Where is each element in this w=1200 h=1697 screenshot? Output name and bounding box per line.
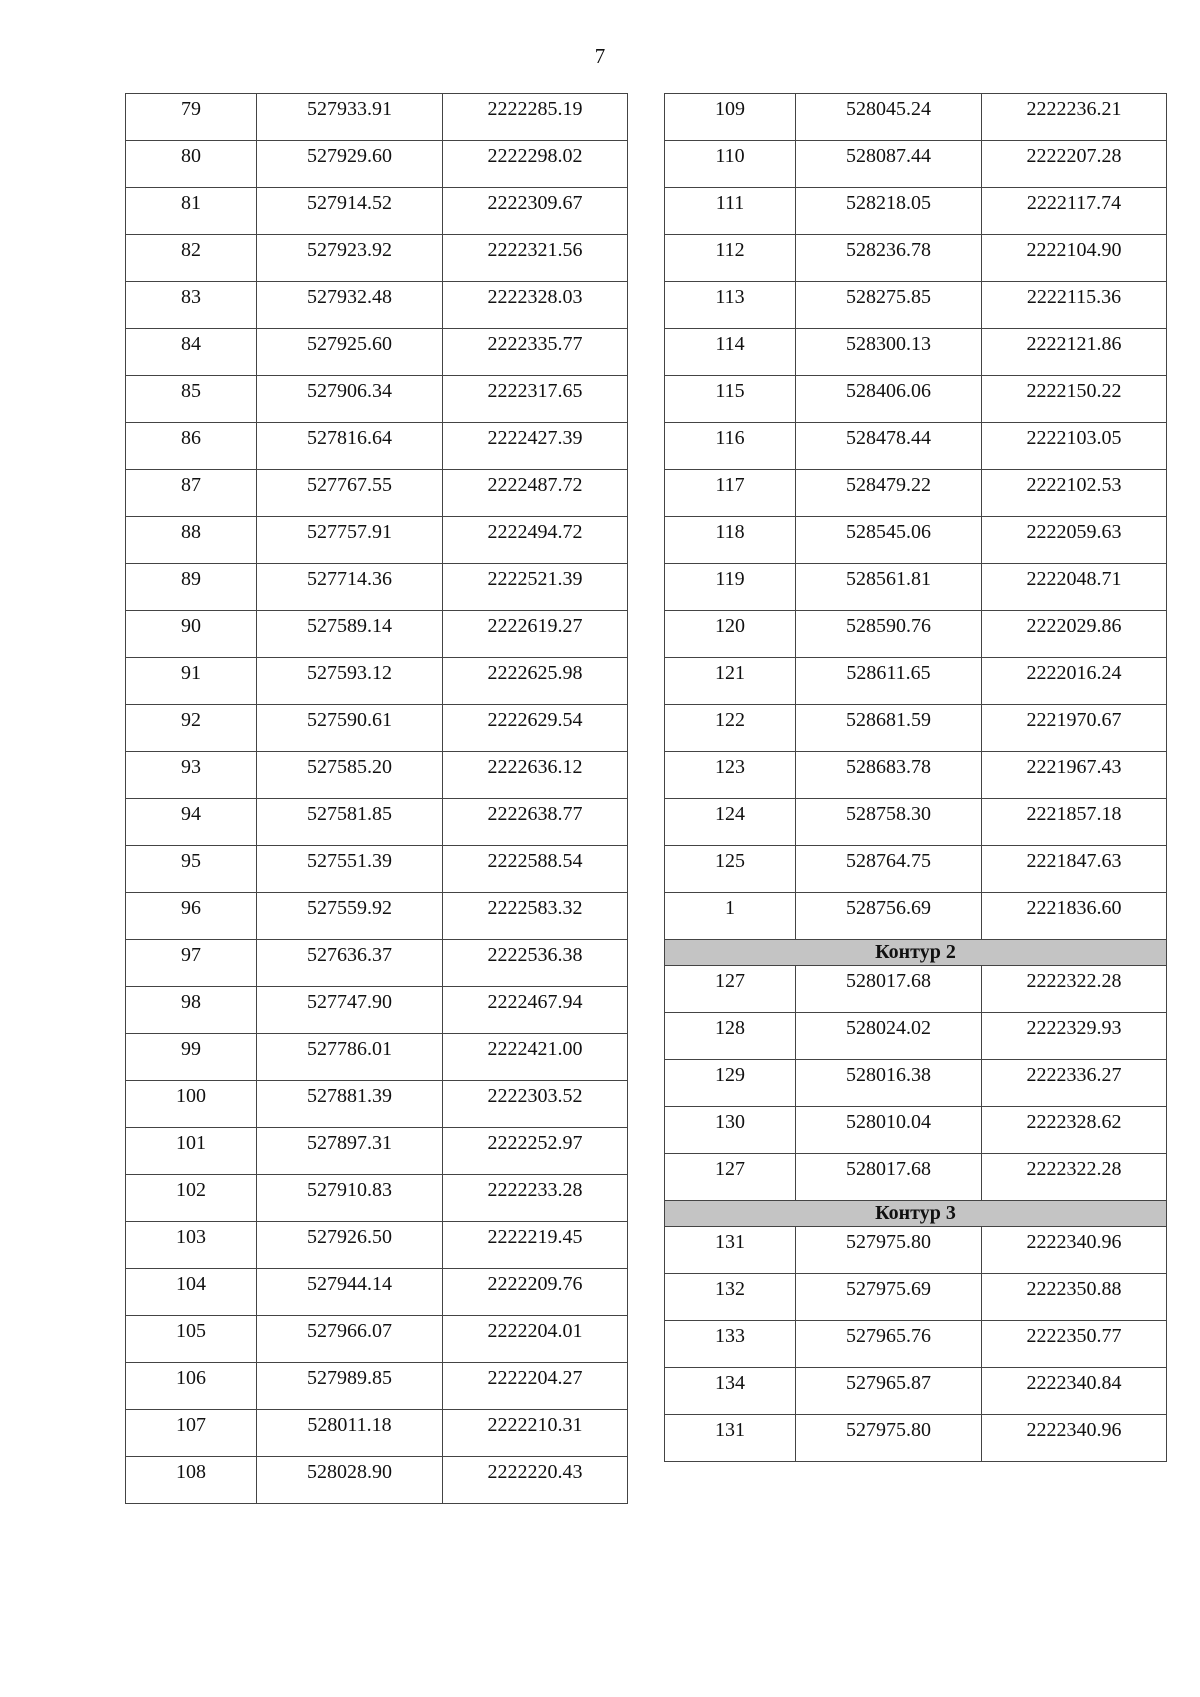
y-coordinate-cell: 2222329.93 — [982, 1013, 1167, 1060]
y-coordinate-cell: 2222322.28 — [982, 966, 1167, 1013]
y-coordinate-cell: 2221970.67 — [982, 705, 1167, 752]
x-coordinate-cell: 527585.20 — [257, 752, 443, 799]
table-row — [665, 282, 1167, 329]
y-coordinate-cell: 2222029.86 — [982, 611, 1167, 658]
y-coordinate-cell: 2222321.56 — [443, 235, 628, 282]
point-number-cell: 112 — [665, 235, 796, 282]
x-coordinate-cell: 528028.90 — [257, 1457, 443, 1504]
x-coordinate-cell: 528017.68 — [796, 1154, 982, 1201]
x-coordinate-cell: 528010.04 — [796, 1107, 982, 1154]
table-row — [126, 188, 628, 235]
table-row — [126, 658, 628, 705]
point-number-cell: 81 — [126, 188, 257, 235]
point-number-cell: 130 — [665, 1107, 796, 1154]
x-coordinate-cell: 527767.55 — [257, 470, 443, 517]
table-row — [126, 282, 628, 329]
table-row — [126, 1316, 628, 1363]
x-coordinate-cell: 528758.30 — [796, 799, 982, 846]
point-number-cell: 127 — [665, 1154, 796, 1201]
coordinates-table-left-body — [126, 94, 628, 1504]
contour-header-row — [665, 1201, 1167, 1227]
y-coordinate-cell: 2222220.43 — [443, 1457, 628, 1504]
x-coordinate-cell: 527944.14 — [257, 1269, 443, 1316]
coordinates-table-left — [125, 93, 628, 1504]
table-row — [665, 376, 1167, 423]
y-coordinate-cell: 2222340.96 — [982, 1227, 1167, 1274]
coordinates-table-right — [664, 93, 1167, 1462]
y-coordinate-cell: 2222303.52 — [443, 1081, 628, 1128]
x-coordinate-cell: 527929.60 — [257, 141, 443, 188]
point-number-cell: 105 — [126, 1316, 257, 1363]
x-coordinate-cell: 527933.91 — [257, 94, 443, 141]
y-coordinate-cell: 2222619.27 — [443, 611, 628, 658]
x-coordinate-cell: 527914.52 — [257, 188, 443, 235]
point-number-cell: 109 — [665, 94, 796, 141]
table-row — [126, 423, 628, 470]
point-number-cell: 123 — [665, 752, 796, 799]
x-coordinate-cell: 527965.87 — [796, 1368, 982, 1415]
point-number-cell: 91 — [126, 658, 257, 705]
table-row — [665, 1321, 1167, 1368]
point-number-cell: 110 — [665, 141, 796, 188]
y-coordinate-cell: 2222328.62 — [982, 1107, 1167, 1154]
table-row — [665, 517, 1167, 564]
x-coordinate-cell: 527965.76 — [796, 1321, 982, 1368]
x-coordinate-cell: 528764.75 — [796, 846, 982, 893]
x-coordinate-cell: 528236.78 — [796, 235, 982, 282]
point-number-cell: 89 — [126, 564, 257, 611]
point-number-cell: 102 — [126, 1175, 257, 1222]
y-coordinate-cell: 2222298.02 — [443, 141, 628, 188]
point-number-cell: 114 — [665, 329, 796, 376]
table-row — [126, 987, 628, 1034]
point-number-cell: 92 — [126, 705, 257, 752]
x-coordinate-cell: 527966.07 — [257, 1316, 443, 1363]
point-number-cell: 128 — [665, 1013, 796, 1060]
x-coordinate-cell: 528561.81 — [796, 564, 982, 611]
table-row — [665, 1274, 1167, 1321]
table-row — [126, 611, 628, 658]
point-number-cell: 1 — [665, 893, 796, 940]
point-number-cell: 113 — [665, 282, 796, 329]
x-coordinate-cell: 527589.14 — [257, 611, 443, 658]
table-row — [665, 1060, 1167, 1107]
table-row — [126, 329, 628, 376]
contour-title: Контур 2 — [665, 940, 1167, 966]
y-coordinate-cell: 2222322.28 — [982, 1154, 1167, 1201]
table-row — [126, 376, 628, 423]
y-coordinate-cell: 2222252.97 — [443, 1128, 628, 1175]
table-row — [126, 799, 628, 846]
y-coordinate-cell: 2222340.84 — [982, 1368, 1167, 1415]
table-row — [665, 564, 1167, 611]
x-coordinate-cell: 527593.12 — [257, 658, 443, 705]
point-number-cell: 131 — [665, 1415, 796, 1462]
y-coordinate-cell: 2222233.28 — [443, 1175, 628, 1222]
table-row — [126, 564, 628, 611]
point-number-cell: 118 — [665, 517, 796, 564]
x-coordinate-cell: 528024.02 — [796, 1013, 982, 1060]
point-number-cell: 90 — [126, 611, 257, 658]
x-coordinate-cell: 527975.80 — [796, 1227, 982, 1274]
y-coordinate-cell: 2222636.12 — [443, 752, 628, 799]
point-number-cell: 87 — [126, 470, 257, 517]
x-coordinate-cell: 528045.24 — [796, 94, 982, 141]
x-coordinate-cell: 527897.31 — [257, 1128, 443, 1175]
x-coordinate-cell: 527989.85 — [257, 1363, 443, 1410]
point-number-cell: 129 — [665, 1060, 796, 1107]
table-row — [665, 188, 1167, 235]
x-coordinate-cell: 527559.92 — [257, 893, 443, 940]
point-number-cell: 133 — [665, 1321, 796, 1368]
y-coordinate-cell: 2222117.74 — [982, 188, 1167, 235]
point-number-cell: 96 — [126, 893, 257, 940]
x-coordinate-cell: 527975.80 — [796, 1415, 982, 1462]
x-coordinate-cell: 527906.34 — [257, 376, 443, 423]
table-row — [665, 94, 1167, 141]
point-number-cell: 115 — [665, 376, 796, 423]
table-row — [665, 329, 1167, 376]
table-row — [665, 611, 1167, 658]
table-row — [665, 846, 1167, 893]
table-row — [665, 705, 1167, 752]
point-number-cell: 111 — [665, 188, 796, 235]
y-coordinate-cell: 2222467.94 — [443, 987, 628, 1034]
table-row — [665, 1107, 1167, 1154]
y-coordinate-cell: 2222236.21 — [982, 94, 1167, 141]
y-coordinate-cell: 2222583.32 — [443, 893, 628, 940]
point-number-cell: 85 — [126, 376, 257, 423]
x-coordinate-cell: 527816.64 — [257, 423, 443, 470]
y-coordinate-cell: 2222588.54 — [443, 846, 628, 893]
table-row — [665, 658, 1167, 705]
point-number-cell: 100 — [126, 1081, 257, 1128]
y-coordinate-cell: 2221967.43 — [982, 752, 1167, 799]
y-coordinate-cell: 2222350.77 — [982, 1321, 1167, 1368]
table-row — [665, 893, 1167, 940]
table-row — [126, 1175, 628, 1222]
x-coordinate-cell: 527786.01 — [257, 1034, 443, 1081]
y-coordinate-cell: 2222629.54 — [443, 705, 628, 752]
x-coordinate-cell: 527881.39 — [257, 1081, 443, 1128]
table-row — [665, 423, 1167, 470]
x-coordinate-cell: 527926.50 — [257, 1222, 443, 1269]
x-coordinate-cell: 528017.68 — [796, 966, 982, 1013]
table-row — [126, 470, 628, 517]
table-row — [665, 1415, 1167, 1462]
table-row — [126, 141, 628, 188]
table-row — [126, 1410, 628, 1457]
point-number-cell: 97 — [126, 940, 257, 987]
x-coordinate-cell: 527747.90 — [257, 987, 443, 1034]
table-row — [126, 1128, 628, 1175]
y-coordinate-cell: 2222350.88 — [982, 1274, 1167, 1321]
point-number-cell: 101 — [126, 1128, 257, 1175]
y-coordinate-cell: 2222209.76 — [443, 1269, 628, 1316]
table-row — [126, 1457, 628, 1504]
point-number-cell: 127 — [665, 966, 796, 1013]
table-row — [665, 1013, 1167, 1060]
y-coordinate-cell: 2221847.63 — [982, 846, 1167, 893]
y-coordinate-cell: 2222219.45 — [443, 1222, 628, 1269]
y-coordinate-cell: 2222487.72 — [443, 470, 628, 517]
y-coordinate-cell: 2222521.39 — [443, 564, 628, 611]
table-row — [665, 752, 1167, 799]
contour-title: Контур 3 — [665, 1201, 1167, 1227]
y-coordinate-cell: 2222210.31 — [443, 1410, 628, 1457]
y-coordinate-cell: 2222104.90 — [982, 235, 1167, 282]
point-number-cell: 125 — [665, 846, 796, 893]
y-coordinate-cell: 2222103.05 — [982, 423, 1167, 470]
point-number-cell: 99 — [126, 1034, 257, 1081]
point-number-cell: 131 — [665, 1227, 796, 1274]
x-coordinate-cell: 527551.39 — [257, 846, 443, 893]
y-coordinate-cell: 2222115.36 — [982, 282, 1167, 329]
table-row — [126, 893, 628, 940]
table-row — [126, 235, 628, 282]
x-coordinate-cell: 528016.38 — [796, 1060, 982, 1107]
x-coordinate-cell: 528611.65 — [796, 658, 982, 705]
x-coordinate-cell: 527581.85 — [257, 799, 443, 846]
table-row — [126, 940, 628, 987]
table-row — [126, 94, 628, 141]
point-number-cell: 132 — [665, 1274, 796, 1321]
y-coordinate-cell: 2222427.39 — [443, 423, 628, 470]
point-number-cell: 121 — [665, 658, 796, 705]
point-number-cell: 117 — [665, 470, 796, 517]
table-row — [665, 470, 1167, 517]
x-coordinate-cell: 527923.92 — [257, 235, 443, 282]
y-coordinate-cell: 2221836.60 — [982, 893, 1167, 940]
table-row — [126, 846, 628, 893]
point-number-cell: 83 — [126, 282, 257, 329]
y-coordinate-cell: 2222285.19 — [443, 94, 628, 141]
y-coordinate-cell: 2222421.00 — [443, 1034, 628, 1081]
x-coordinate-cell: 527925.60 — [257, 329, 443, 376]
x-coordinate-cell: 527636.37 — [257, 940, 443, 987]
table-row — [665, 141, 1167, 188]
x-coordinate-cell: 527714.36 — [257, 564, 443, 611]
coordinates-table-right-body — [665, 94, 1167, 1462]
y-coordinate-cell: 2222204.01 — [443, 1316, 628, 1363]
table-row — [126, 705, 628, 752]
y-coordinate-cell: 2222494.72 — [443, 517, 628, 564]
table-row — [665, 966, 1167, 1013]
table-row — [126, 1034, 628, 1081]
y-coordinate-cell: 2222121.86 — [982, 329, 1167, 376]
point-number-cell: 95 — [126, 846, 257, 893]
table-row — [126, 752, 628, 799]
table-row — [126, 1081, 628, 1128]
point-number-cell: 119 — [665, 564, 796, 611]
x-coordinate-cell: 528681.59 — [796, 705, 982, 752]
point-number-cell: 116 — [665, 423, 796, 470]
point-number-cell: 82 — [126, 235, 257, 282]
table-row — [665, 1227, 1167, 1274]
y-coordinate-cell: 2222536.38 — [443, 940, 628, 987]
y-coordinate-cell: 2222102.53 — [982, 470, 1167, 517]
x-coordinate-cell: 528756.69 — [796, 893, 982, 940]
x-coordinate-cell: 527975.69 — [796, 1274, 982, 1321]
point-number-cell: 106 — [126, 1363, 257, 1410]
point-number-cell: 103 — [126, 1222, 257, 1269]
x-coordinate-cell: 528406.06 — [796, 376, 982, 423]
x-coordinate-cell: 528683.78 — [796, 752, 982, 799]
x-coordinate-cell: 528087.44 — [796, 141, 982, 188]
y-coordinate-cell: 2222335.77 — [443, 329, 628, 376]
y-coordinate-cell: 2222207.28 — [982, 141, 1167, 188]
y-coordinate-cell: 2222638.77 — [443, 799, 628, 846]
point-number-cell: 80 — [126, 141, 257, 188]
y-coordinate-cell: 2222328.03 — [443, 282, 628, 329]
point-number-cell: 94 — [126, 799, 257, 846]
x-coordinate-cell: 528218.05 — [796, 188, 982, 235]
point-number-cell: 122 — [665, 705, 796, 752]
point-number-cell: 107 — [126, 1410, 257, 1457]
point-number-cell: 88 — [126, 517, 257, 564]
y-coordinate-cell: 2222317.65 — [443, 376, 628, 423]
y-coordinate-cell: 2222059.63 — [982, 517, 1167, 564]
table-row — [126, 1222, 628, 1269]
x-coordinate-cell: 528545.06 — [796, 517, 982, 564]
y-coordinate-cell: 2222309.67 — [443, 188, 628, 235]
x-coordinate-cell: 527590.61 — [257, 705, 443, 752]
y-coordinate-cell: 2222625.98 — [443, 658, 628, 705]
x-coordinate-cell: 527910.83 — [257, 1175, 443, 1222]
x-coordinate-cell: 528011.18 — [257, 1410, 443, 1457]
x-coordinate-cell: 527932.48 — [257, 282, 443, 329]
x-coordinate-cell: 528590.76 — [796, 611, 982, 658]
x-coordinate-cell: 527757.91 — [257, 517, 443, 564]
page-number: 7 — [594, 44, 606, 68]
point-number-cell: 104 — [126, 1269, 257, 1316]
y-coordinate-cell: 2222150.22 — [982, 376, 1167, 423]
x-coordinate-cell: 528275.85 — [796, 282, 982, 329]
y-coordinate-cell: 2222336.27 — [982, 1060, 1167, 1107]
point-number-cell: 93 — [126, 752, 257, 799]
table-row — [126, 517, 628, 564]
x-coordinate-cell: 528478.44 — [796, 423, 982, 470]
point-number-cell: 124 — [665, 799, 796, 846]
y-coordinate-cell: 2222204.27 — [443, 1363, 628, 1410]
table-row — [665, 799, 1167, 846]
table-row — [665, 235, 1167, 282]
y-coordinate-cell: 2222016.24 — [982, 658, 1167, 705]
x-coordinate-cell: 528479.22 — [796, 470, 982, 517]
table-row — [126, 1269, 628, 1316]
table-row — [665, 1368, 1167, 1415]
table-row — [665, 1154, 1167, 1201]
point-number-cell: 98 — [126, 987, 257, 1034]
point-number-cell: 84 — [126, 329, 257, 376]
point-number-cell: 79 — [126, 94, 257, 141]
x-coordinate-cell: 528300.13 — [796, 329, 982, 376]
point-number-cell: 134 — [665, 1368, 796, 1415]
y-coordinate-cell: 2221857.18 — [982, 799, 1167, 846]
point-number-cell: 120 — [665, 611, 796, 658]
table-row — [126, 1363, 628, 1410]
y-coordinate-cell: 2222340.96 — [982, 1415, 1167, 1462]
contour-header-row — [665, 940, 1167, 966]
point-number-cell: 86 — [126, 423, 257, 470]
point-number-cell: 108 — [126, 1457, 257, 1504]
y-coordinate-cell: 2222048.71 — [982, 564, 1167, 611]
